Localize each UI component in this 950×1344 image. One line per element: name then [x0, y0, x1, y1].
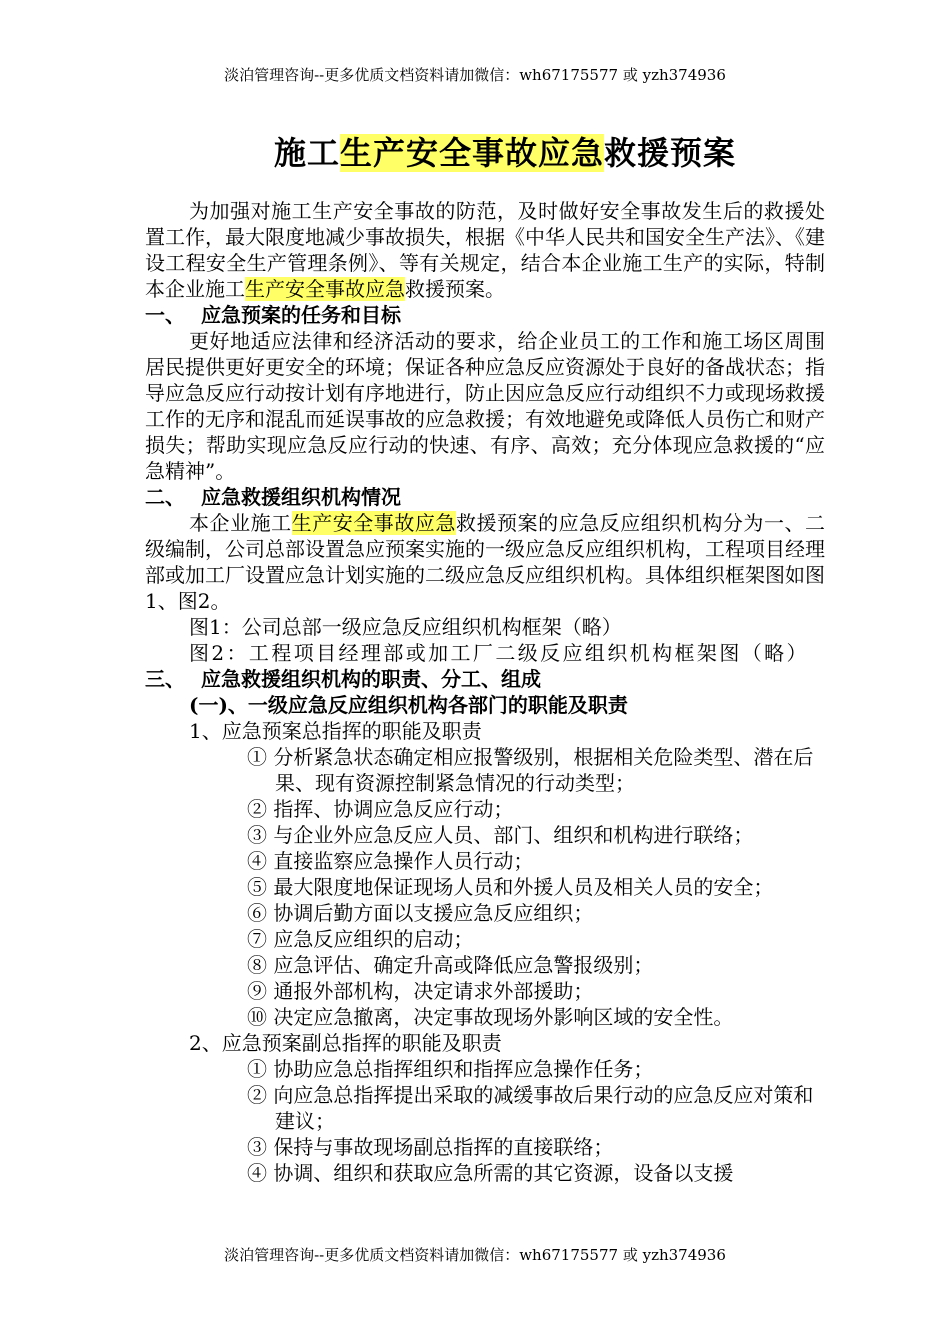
list-item: ① 协助应急总指挥组织和指挥应急操作任务；: [247, 1057, 654, 1081]
list-item: ③ 与企业外应急反应人员、部门、组织和机构进行联络；: [247, 823, 754, 847]
list-item: ⑧ 应急评估、确定升高或降低应急警报级别；: [247, 953, 654, 977]
list-item: ⑥ 协调后勤方面以支援应急反应组织；: [247, 901, 594, 925]
section-1-heading: [145, 302, 825, 328]
page-header: 淡泊管理咨询--更多优质文档资料请加微信：wh67175577 或 yzh374936: [224, 66, 726, 84]
list-item: ② 向应急总指挥提出采取的减缓事故后果行动的应急反应对策和建议；: [247, 1083, 814, 1133]
group-2-title: 2、应急预案副总指挥的职能及职责: [189, 1031, 502, 1055]
list-item: ② 指挥、协调应急反应行动；: [247, 797, 514, 821]
section-number: 二、: [145, 485, 185, 509]
list-item: ④ 直接监察应急操作人员行动；: [247, 849, 534, 873]
page-footer: 淡泊管理咨询--更多优质文档资料请加微信：wh67175577 或 yzh374936: [224, 1246, 726, 1264]
list-item: ⑩ 决定应急撤离，决定事故现场外影响区域的安全性。: [247, 1005, 734, 1029]
group-1-title: 1、应急预案总指挥的职能及职责: [189, 719, 482, 743]
section-title: 应急救援组织机构情况: [201, 485, 401, 509]
list-item: ① 分析紧急状态确定相应报警级别，根据相关危险类型、潜在后果、现有资源控制紧急情况的行动类型；: [247, 745, 814, 795]
section-3-heading: [145, 666, 825, 692]
intro-text: 为加强对施工生产安全事故的防范，及时做好安全事故发生后的救援处置工作，最大限度地减少事故损失，根据《中华人民共和国安全生产法》、《建设工程安全生产管理条例》、等有关规定，结合本企业施工生产的实际，特制本企业施工: [145, 199, 825, 301]
list-item: ⑦ 应急反应组织的启动；: [247, 927, 474, 951]
figure-1-caption: 图1：公司总部一级应急反应组织机构框架（略）: [189, 615, 622, 639]
section-2-heading: [145, 484, 825, 510]
title-highlight: 生产安全事故应急: [339, 134, 604, 172]
intro-paragraph: [145, 198, 825, 302]
section-2-highlight: 生产安全事故应急: [291, 511, 456, 535]
document-body: [145, 198, 825, 1186]
title-post: 救援预案: [604, 134, 737, 172]
section-title: 应急救援组织机构的职责、分工、组成: [201, 667, 541, 691]
document-title: [0, 128, 950, 174]
list-item: ③ 保持与事故现场副总指挥的直接联络；: [247, 1135, 614, 1159]
list-item: ⑤ 最大限度地保证现场人员和外援人员及相关人员的安全；: [247, 875, 774, 899]
section-1-paragraph: 更好地适应法律和经济活动的要求，给企业员工的工作和施工场区周围居民提供更好更安全的环境；保证各种应急反应资源处于良好的备战状态；指导应急反应行动按计划有序地进行，防止因应急反应行动组织不力或现场救援工作的无序和混乱而延误事故的应急救援；有效地避免或降低人员伤亡和财产损失；帮助实现应急反应行动的快速、有序、高效；充分体现应急救援的“应急精神”。: [145, 329, 825, 483]
section-2-paragraph: [145, 510, 825, 614]
section-2-text-end: 救援预案的应急反应组织机构分为一、二级编制，公司总部设置急应预案实施的一级应急反应组织机构，工程项目经理部或加工厂设置应急计划实施的二级应急反应组织机构。具体组织框架图如图1、图2。: [145, 511, 826, 613]
figure-2-caption: 图2：工程项目经理部或加工厂二级反应组织机构框架图（略）: [189, 641, 809, 665]
section-2-text: 本企业施工: [189, 511, 292, 535]
intro-text-end: 救援预案。: [405, 277, 505, 301]
intro-highlight: 生产安全事故应急: [245, 277, 405, 301]
section-number: 一、: [145, 303, 185, 327]
title-pre: 施工: [273, 134, 340, 172]
list-item: ④ 协调、组织和获取应急所需的其它资源，设备以支援: [247, 1161, 734, 1185]
list-item: ⑨ 通报外部机构，决定请求外部援助；: [247, 979, 594, 1003]
subsection-heading: (一)、一级应急反应组织机构各部门的职能及职责: [189, 693, 628, 717]
section-title: 应急预案的任务和目标: [201, 303, 401, 327]
section-number: 三、: [145, 667, 185, 691]
